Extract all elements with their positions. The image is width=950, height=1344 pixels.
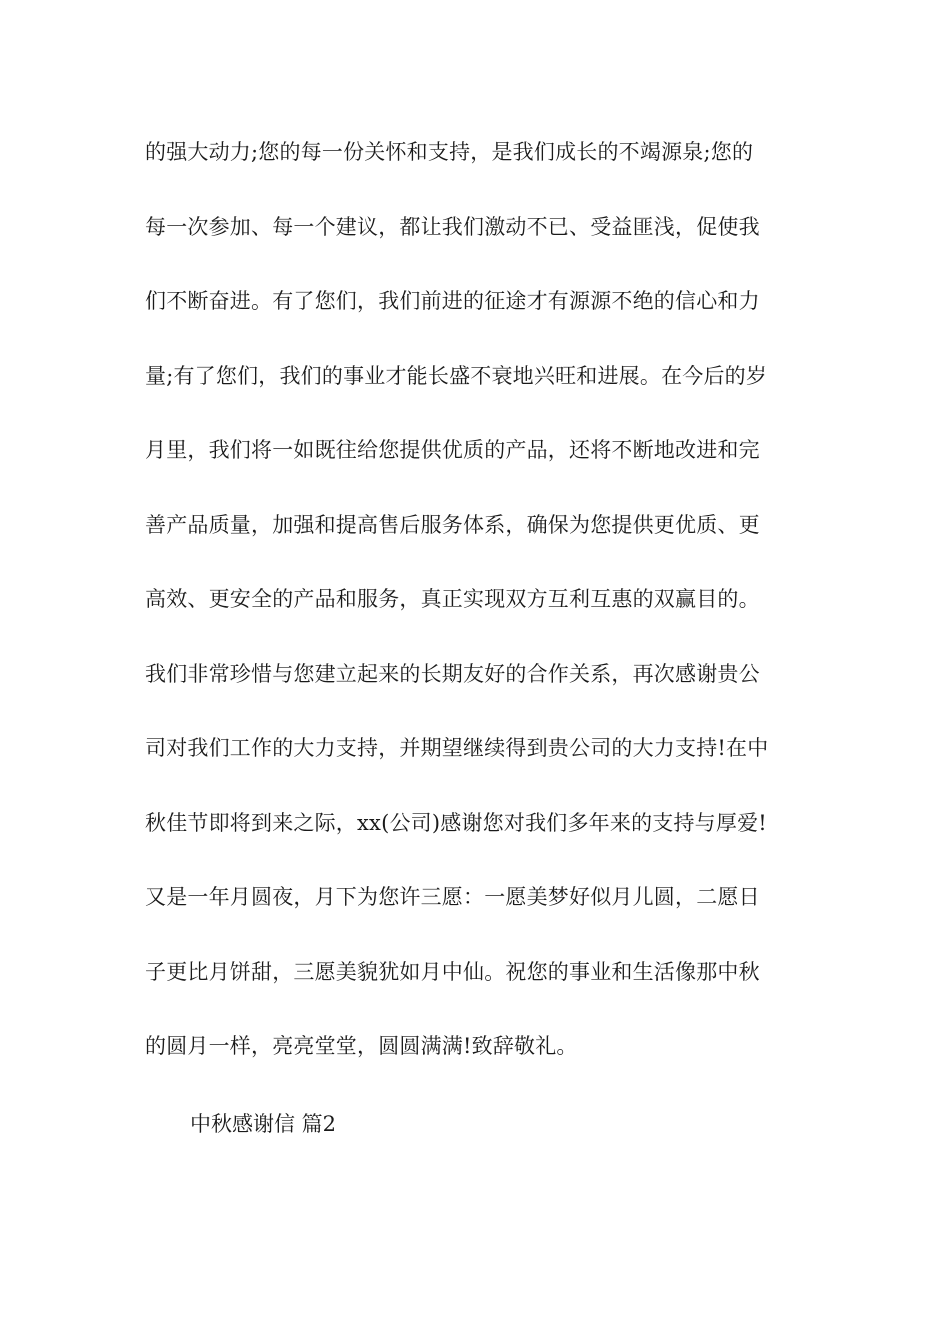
text-line: 们不断奋进。有了您们，我们前进的征途才有源源不绝的信心和力 bbox=[145, 289, 760, 313]
text-line: 子更比月饼甜，三愿美貌犹如月中仙。祝您的事业和生活像那中秋 bbox=[145, 959, 760, 984]
letter-body bbox=[145, 128, 815, 1097]
text-line: 秋佳节即将到来之际，xx(公司)感谢您对我们多年来的支持与厚爱! bbox=[145, 810, 767, 835]
text-line: 每一次参加、每一个建议，都让我们激动不已、受益匪浅，促使我 bbox=[145, 214, 760, 239]
text-line: 月里，我们将一如既往给您提供优质的产品，还将不断地改进和完 bbox=[145, 438, 760, 462]
text-line: 高效、更安全的产品和服务，真正实现双方互利互惠的双赢目的。 bbox=[145, 587, 760, 611]
text-line: 我们非常珍惜与您建立起来的长期友好的合作关系，再次感谢贵公 bbox=[145, 661, 760, 686]
section-heading: 中秋感谢信 篇2 bbox=[190, 1112, 337, 1136]
text-line: 的圆月一样，亮亮堂堂，圆圆满满!致辞敬礼。 bbox=[145, 1034, 578, 1058]
text-line: 又是一年月圆夜，月下为您许三愿：一愿美梦好似月儿圆，二愿日 bbox=[145, 885, 760, 909]
text-line: 量;有了您们，我们的事业才能长盛不衰地兴旺和进展。在今后的岁 bbox=[145, 363, 768, 388]
text-line: 善产品质量，加强和提高售后服务体系，确保为您提供更优质、更 bbox=[145, 512, 760, 537]
text-line: 的强大动力;您的每一份关怀和支持，是我们成长的不竭源泉;您的 bbox=[145, 140, 754, 164]
text-line: 司对我们工作的大力支持，并期望继续得到贵公司的大力支持!在中 bbox=[145, 736, 769, 760]
